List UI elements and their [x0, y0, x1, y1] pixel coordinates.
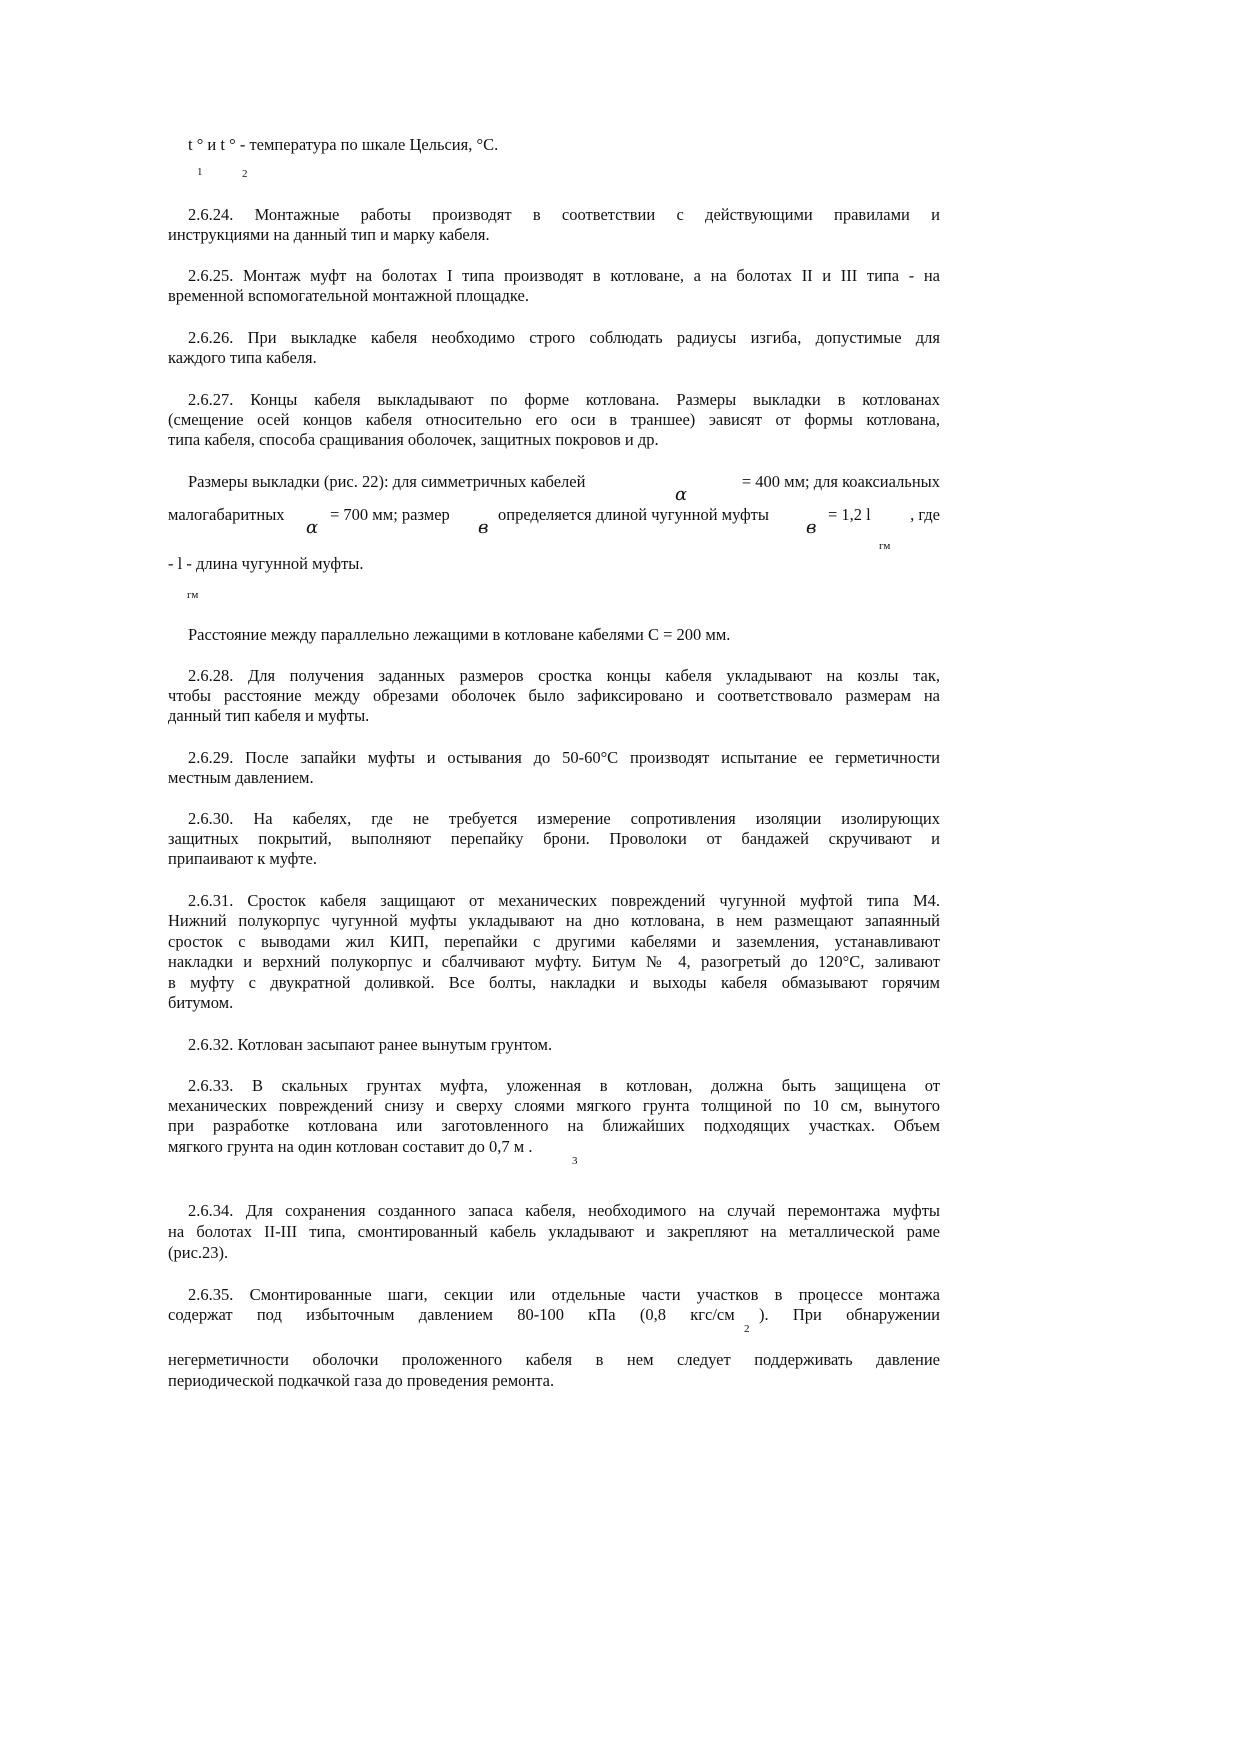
superscript-3: 3 [572, 1155, 578, 1167]
para-2633-line4: мягкого грунта на один котлован составит до 0,7 м . [168, 1137, 533, 1156]
dims-line3: - l - длина чугунной муфты. [168, 554, 364, 573]
para-2627-line2: (смещение осей концов кабеля относительно его оси в траншее) эависят от формы котлована, [168, 410, 940, 429]
para-2631-line4: накладки и верхний полукорпус и сбалчивают муфту. Битум № 4, разогретый до 120°С, заливают [168, 952, 940, 971]
dims-line2-c: определяется длиной чугунной муфты [498, 505, 769, 524]
para-2631-line6: битумом. [168, 993, 234, 1012]
para-2631-line3: сросток с выводами жил КИП, перепайки с другими кабелями и заземления, устанавливают [168, 932, 940, 951]
subscript-1: 1 [197, 166, 203, 178]
dims-line1-b: = 400 мм; для коаксиальных [741, 472, 940, 491]
para-2635-line1: 2.6.35. Смонтированные шаги, секции или отдельные части участков в процессе монтажа [188, 1285, 940, 1304]
para-2628-line2: чтобы расстояние между обрезами оболочек было зафиксировано и соответствовало размерам на [168, 686, 940, 705]
dims-line2-b: = 700 мм; размер [330, 505, 450, 524]
para-2635-line2: содержат под избыточным давлением 80-100 кПа (0,8 кгс/см ). При обнаружении [168, 1305, 940, 1324]
para-2631-line2: Нижний полукорпус чугунной муфты укладывают на дно котлована, в нем размещают запаянный [168, 911, 940, 930]
para-2626-line1: 2.6.26. При выкладке кабеля необходимо строго соблюдать радиусы изгиба, допустимые для [188, 328, 940, 347]
dims-line2-a: малогабаритных [168, 505, 285, 524]
para-2635-line3: негерметичности оболочки проложенного кабеля в нем следует поддерживать давление [168, 1350, 940, 1369]
alpha-symbol-2: α [306, 517, 319, 538]
para-2625-line1: 2.6.25. Монтаж муфт на болотах I типа производят в котловане, а на болотах II и III типа - на [188, 266, 940, 285]
dims-line2-e: , где [910, 505, 940, 524]
subscript-gm-2: гм [187, 589, 199, 601]
para-2629-line1: 2.6.29. После запайки муфты и остывания до 50-60°С производят испытание ее герметичности [188, 748, 940, 767]
dims-line1-a: Размеры выкладки (рис. 22): для симметричных кабелей [188, 472, 586, 491]
para-2635-line4: периодической подкачкой газа до проведения ремонта. [168, 1371, 555, 1390]
para-2627-line3: типа кабеля, способа сращивания оболочек, защитных покровов и др. [168, 430, 659, 449]
para-2624-line2: инструкциями на данный тип и марку кабеля. [168, 225, 490, 244]
para-2630-line2: защитных покрытий, выполняют перепайку брони. Проволоки от бандажей скручивают и [168, 829, 940, 848]
para-2624-line1: 2.6.24. Монтажные работы производят в соответствии с действующими правилами и [188, 205, 940, 224]
para-2629-line2: местным давлением. [168, 768, 314, 787]
para-2630-line1: 2.6.30. На кабелях, где не требуется измерение сопротивления изоляции изолирующих [188, 809, 940, 828]
para-2628-line1: 2.6.28. Для получения заданных размеров сростка концы кабеля укладывают на козлы так, [188, 666, 940, 685]
para-2630-line3: припаивают к муфте. [168, 849, 318, 868]
subscript-2: 2 [242, 168, 248, 180]
para-2633-line3: при разработке котлована или заготовленного на ближайших подходящих участках. Объем [168, 1116, 940, 1135]
v-symbol-1: в [478, 517, 489, 538]
distance-paragraph: Расстояние между параллельно лежащими в котловане кабелями С = 200 мм. [188, 625, 731, 644]
para-2626-line2: каждого типа кабеля. [168, 348, 317, 367]
para-2632: 2.6.32. Котлован засыпают ранее вынутым грунтом. [188, 1035, 553, 1054]
alpha-symbol-1: α [675, 484, 688, 505]
superscript-2: 2 [744, 1323, 750, 1335]
subscript-gm-1: гм [879, 540, 891, 552]
para-2634-line3: (рис.23). [168, 1243, 229, 1262]
dims-line2-d: = 1,2 l [828, 505, 871, 524]
para-2625-line2: временной вспомогательной монтажной площадке. [168, 286, 529, 305]
temperature-note: t ° и t ° - температура по шкале Цельсия, °С. [188, 135, 499, 154]
para-2634-line2: на болотах II-III типа, смонтированный кабель укладывают и закрепляют на металлической раме [168, 1222, 940, 1241]
para-2634-line1: 2.6.34. Для сохранения созданного запаса кабеля, необходимого на случай перемонтажа муфты [188, 1201, 940, 1220]
para-2628-line3: данный тип кабеля и муфты. [168, 706, 370, 725]
para-2631-line5: в муфту с двукратной доливкой. Все болты, накладки и выходы кабеля обмазывают горячим [168, 973, 940, 992]
para-2633-line1: 2.6.33. В скальных грунтах муфта, уложенная в котлован, должна быть защищена от [188, 1076, 940, 1095]
para-2627-line1: 2.6.27. Концы кабеля выкладывают по форме котлована. Размеры выкладки в котлованах [188, 390, 940, 409]
para-2631-line1: 2.6.31. Сросток кабеля защищают от механических повреждений чугунной муфтой типа М4. [188, 891, 940, 910]
v-symbol-2: в [806, 517, 817, 538]
para-2633-line2: механических повреждений снизу и сверху слоями мягкого грунта толщиной по 10 см, вынутого [168, 1096, 940, 1115]
